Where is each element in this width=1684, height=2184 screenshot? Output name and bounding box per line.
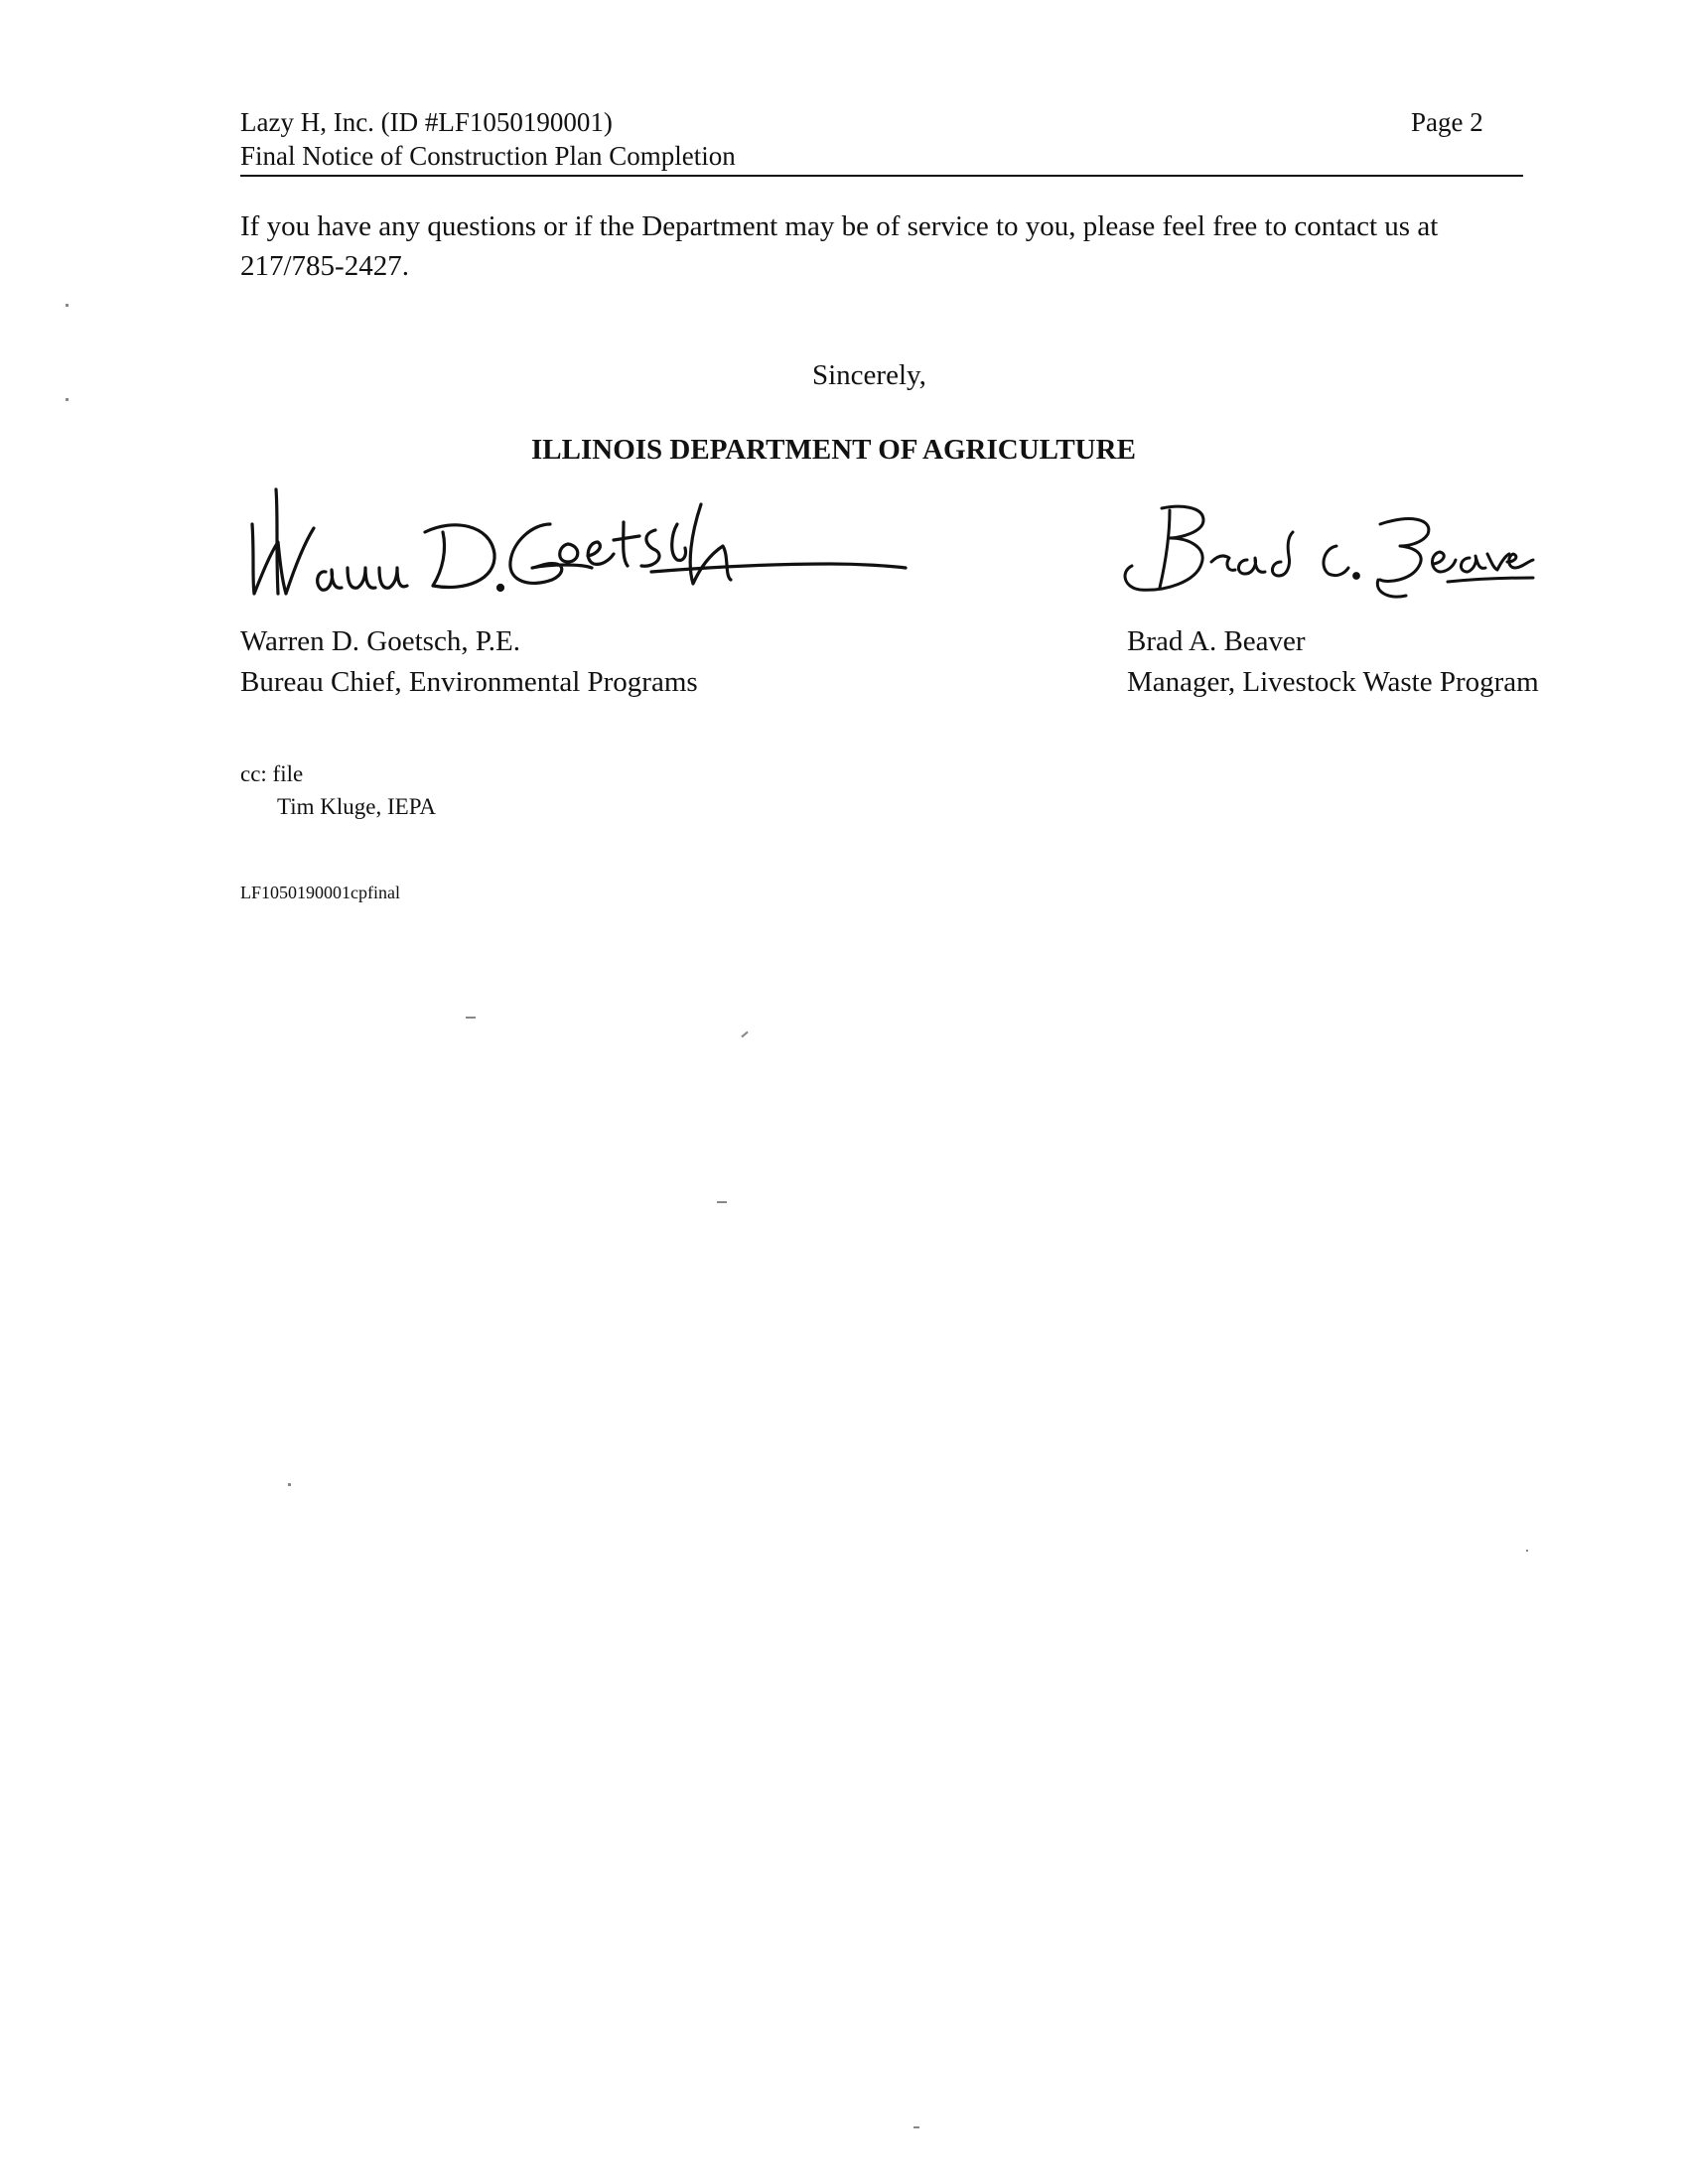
- signature-warren-goetsch: [234, 484, 910, 609]
- scan-speck: [1526, 1550, 1528, 1552]
- cc-line-file: cc: file: [240, 761, 304, 786]
- header-divider: [240, 175, 1523, 177]
- page-number: Page 2: [1411, 107, 1483, 137]
- cc-list: [240, 757, 436, 823]
- cc-line-recipient: Tim Kluge, IEPA: [277, 794, 436, 819]
- signature-brad-beaver: [1120, 496, 1537, 611]
- scan-speck: [741, 1031, 748, 1038]
- header-company-id: Lazy H, Inc. (ID #LF1050190001): [240, 107, 613, 137]
- signer-name: Brad A. Beaver: [1127, 625, 1306, 657]
- signer-block-goetsch: [240, 621, 698, 703]
- header-block: [240, 105, 736, 173]
- signer-title: Manager, Livestock Waste Program: [1127, 666, 1539, 698]
- scan-speck: [288, 1483, 291, 1486]
- scan-speck: [466, 1017, 476, 1019]
- signer-name: Warren D. Goetsch, P.E.: [240, 625, 520, 657]
- scan-speck: [717, 1201, 727, 1203]
- document-reference: LF1050190001cpfinal: [240, 883, 400, 902]
- closing-salutation: Sincerely,: [812, 359, 926, 391]
- department-name: ILLINOIS DEPARTMENT OF AGRICULTURE: [531, 434, 1136, 466]
- body-paragraph: If you have any questions or if the Department may be of service to you, please feel free to contact us at 217/785-2427.: [240, 210, 1439, 282]
- scan-speck: [913, 2126, 919, 2128]
- scan-speck: [66, 398, 69, 401]
- scan-speck: [66, 304, 69, 307]
- signer-title: Bureau Chief, Environmental Programs: [240, 666, 698, 698]
- header-subject: Final Notice of Construction Plan Completion: [240, 141, 736, 171]
- signer-block-beaver: [1127, 621, 1539, 703]
